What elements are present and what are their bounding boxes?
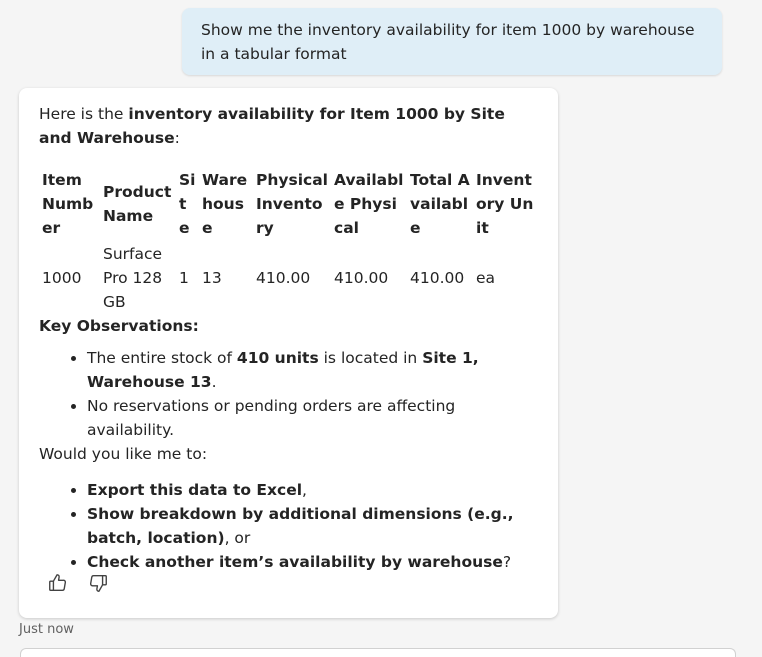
- header-available-physical: Available Physical: [334, 171, 404, 237]
- header-site: Site: [179, 171, 196, 237]
- table-row: [39, 242, 537, 314]
- user-message-bubble: [182, 8, 722, 75]
- cell-total-available: 410.00: [410, 269, 465, 287]
- inventory-table: [39, 166, 537, 314]
- user-message-text: Show me the inventory availability for item 1000 by warehouse in a tabular format: [201, 21, 695, 63]
- header-product-name: Product Name: [103, 183, 172, 225]
- list-item: • Check another item’s availability by warehouse?: [87, 550, 538, 574]
- message-composer[interactable]: [20, 648, 736, 657]
- feedback-bar: [47, 572, 109, 594]
- response-intro: Here is the inventory availability for Item 1000 by Site and Warehouse:: [39, 105, 505, 147]
- cell-inventory-unit: ea: [476, 269, 496, 287]
- options-list: [39, 478, 538, 574]
- cell-warehouse: 13: [202, 269, 222, 287]
- list-item: • The entire stock of 410 units is located in Site 1, Warehouse 13.: [87, 346, 538, 394]
- cell-site: 1: [179, 269, 189, 287]
- cell-product-name: Surface Pro 128 GB: [103, 245, 163, 311]
- header-total-available: Total Available: [410, 171, 470, 237]
- header-physical-inventory: Physical Inventory: [256, 171, 328, 237]
- header-item-number: Item Number: [42, 171, 94, 237]
- list-item: • Show breakdown by additional dimensions (e.g., batch, location), or: [87, 502, 538, 550]
- header-warehouse: Warehouse: [202, 171, 248, 237]
- thumbs-up-icon[interactable]: [47, 572, 69, 594]
- assistant-response-card: [19, 88, 558, 618]
- message-timestamp: Just now: [19, 622, 74, 637]
- list-item: • Export this data to Excel,: [87, 478, 538, 502]
- cell-physical-inventory: 410.00: [256, 269, 311, 287]
- thumbs-down-icon[interactable]: [87, 572, 109, 594]
- observations-list: [39, 346, 538, 442]
- header-inventory-unit: Inventory Unit: [476, 171, 534, 237]
- observations-heading: Key Observations:: [39, 317, 199, 335]
- table-header-row: [39, 166, 537, 242]
- cell-item-number: 1000: [42, 269, 82, 287]
- list-item: • No reservations or pending orders are affecting availability.: [87, 394, 538, 442]
- cell-available-physical: 410.00: [334, 269, 389, 287]
- follow-up-question: Would you like me to:: [39, 445, 208, 463]
